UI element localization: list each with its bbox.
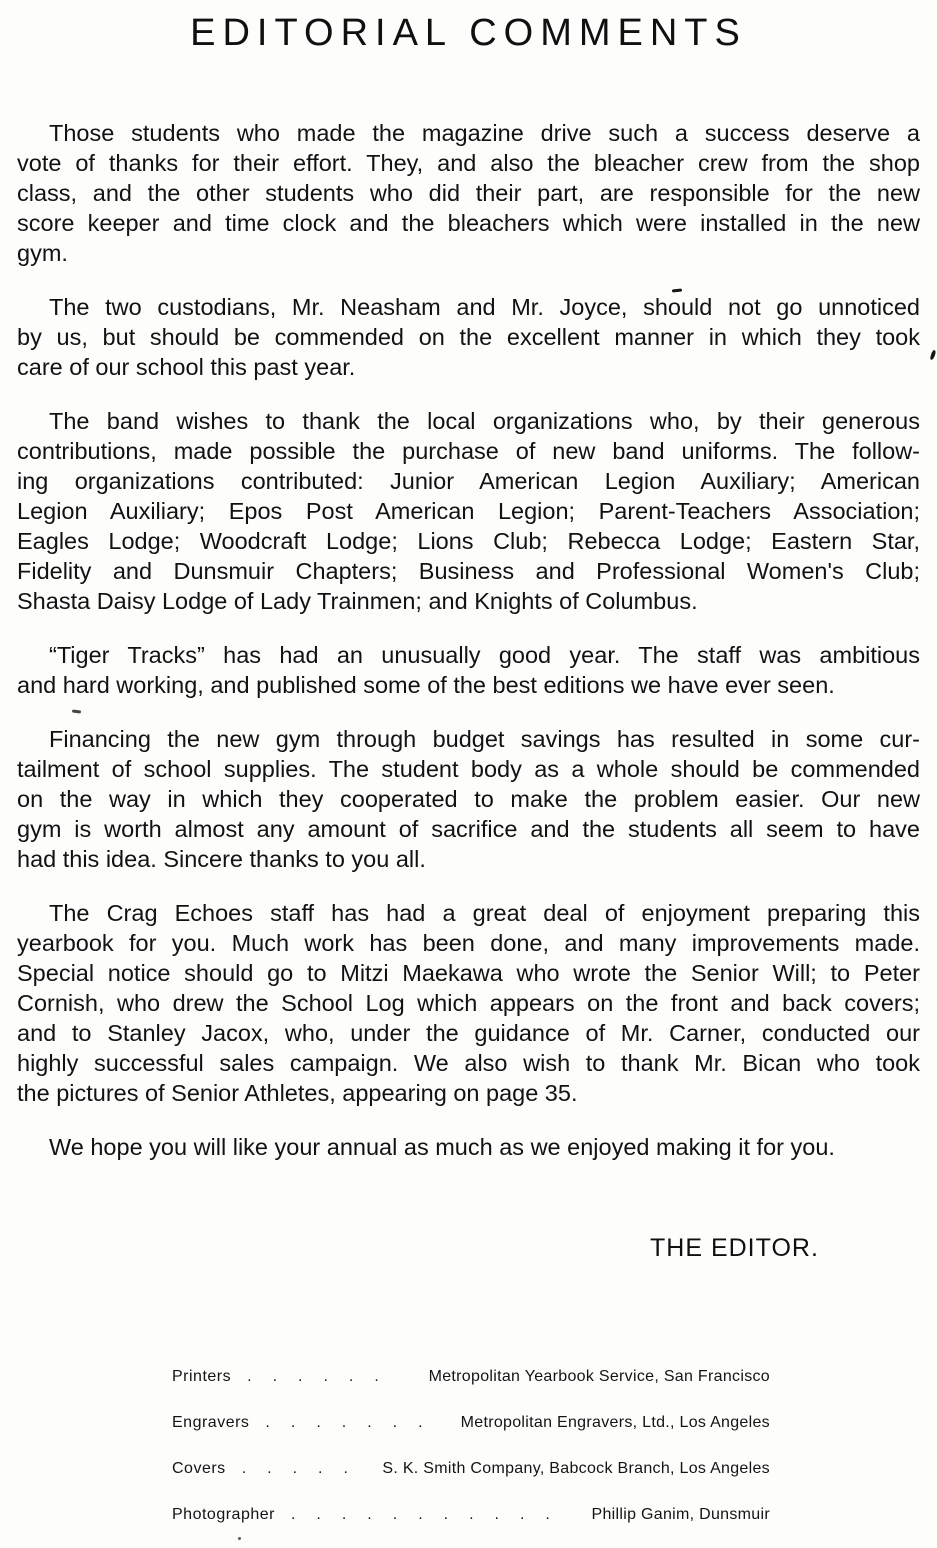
text-line: “Tiger Tracks” has had an unusually good year. The staff was ambitious — [49, 642, 920, 668]
paragraph-custodians — [17, 292, 920, 382]
text-line: tailment of school supplies. The student body as a whole should be commended — [17, 756, 920, 782]
editorial-body — [17, 118, 920, 1162]
credit-row-photographer — [172, 1506, 770, 1524]
text-line: Financing the new gym through budget savings has resulted in some cur- — [49, 726, 920, 752]
text-line: on the way in which they cooperated to make the problem easier. Our new — [17, 786, 920, 812]
credit-label: Engravers — [172, 1414, 250, 1431]
text-line: Cornish, who drew the School Log which appears on the front and back covers; — [17, 990, 920, 1016]
credit-row-engravers — [172, 1414, 770, 1432]
text-line: by us, but should be commended on the excellent manner in which they took — [17, 324, 920, 350]
text-line: care of our school this past year. — [17, 354, 356, 380]
text-line: gym is worth almost any amount of sacrifice and the students all seem to have — [17, 816, 920, 842]
text-line: and to Stanley Jacox, who, under the guidance of Mr. Carner, conducted our — [17, 1020, 920, 1046]
text-line: gym. — [17, 240, 68, 266]
text-line: We hope you will like your annual as much as we enjoyed making it for you. — [49, 1134, 835, 1160]
dot-leader: ........... — [290, 1506, 571, 1523]
text-line: Legion Auxiliary; Epos Post American Legion; Parent-Teachers Association; — [17, 498, 920, 524]
credit-row-covers — [172, 1460, 770, 1478]
text-line: The Crag Echoes staff has had a great deal of enjoyment preparing this — [49, 900, 920, 926]
page-title: EDITORIAL COMMENTS — [190, 12, 747, 54]
credit-value: S. K. Smith Company, Babcock Branch, Los Angeles — [382, 1460, 770, 1477]
paragraph-band-uniforms — [17, 406, 920, 616]
signature: THE EDITOR. — [650, 1234, 819, 1262]
paragraph-crag-echoes — [17, 898, 920, 1108]
text-line: class, and the other students who did their part, are responsible for the new — [17, 180, 920, 206]
text-line: score keeper and time clock and the bleachers which were installed in the new — [17, 210, 920, 236]
text-line: highly successful sales campaign. We also wish to thank Mr. Bican who took — [17, 1050, 920, 1076]
paragraph-closing-hope — [17, 1132, 920, 1162]
dot-leader: ..... — [241, 1460, 369, 1477]
text-line: Shasta Daisy Lodge of Lady Trainmen; and Knights of Columbus. — [17, 588, 698, 614]
text-line: ing organizations contributed: Junior American Legion Auxiliary; American — [17, 468, 920, 494]
text-line: the pictures of Senior Athletes, appearing on page 35. — [17, 1080, 578, 1106]
text-line: vote of thanks for their effort. They, and also the bleacher crew from the shop — [17, 150, 920, 176]
dot-leader: ...... — [247, 1368, 400, 1385]
text-line: Fidelity and Dunsmuir Chapters; Business and Professional Women's Club; — [17, 558, 920, 584]
paragraph-gym-financing — [17, 724, 920, 874]
text-line: The two custodians, Mr. Neasham and Mr. Joyce, should not go unnoticed — [49, 294, 920, 320]
text-line: Special notice should go to Mitzi Maekawa who wrote the Senior Will; to Peter — [17, 960, 920, 986]
text-line: yearbook for you. Much work has been done, and many improvements made. — [17, 930, 920, 956]
text-line: had this idea. Sincere thanks to you all. — [17, 846, 426, 872]
credit-value: Phillip Ganim, Dunsmuir — [591, 1506, 770, 1523]
credit-label: Photographer — [172, 1506, 275, 1523]
credit-label: Printers — [172, 1368, 232, 1385]
text-line: Eagles Lodge; Woodcraft Lodge; Lions Club; Rebecca Lodge; Eastern Star, — [17, 528, 920, 554]
credit-label: Covers — [172, 1460, 226, 1477]
text-line: Those students who made the magazine drive such a success deserve a — [49, 120, 920, 146]
scan-artifact-comma — [930, 350, 936, 361]
scan-artifact-dot — [238, 1537, 241, 1540]
paragraph-tiger-tracks — [17, 640, 920, 700]
text-line: contributions, made possible the purchase of new band uniforms. The follow- — [17, 438, 920, 464]
credit-value: Metropolitan Engravers, Ltd., Los Angeles — [460, 1414, 770, 1431]
credit-row-printers — [172, 1368, 770, 1386]
text-line: and hard working, and published some of the best editions we have ever seen. — [17, 672, 835, 698]
paragraph-magazine-drive — [17, 118, 920, 268]
text-line: The band wishes to thank the local organizations who, by their generous — [49, 408, 920, 434]
credit-value: Metropolitan Yearbook Service, San Francisco — [428, 1368, 770, 1385]
dot-leader: ....... — [265, 1414, 444, 1431]
credits-list — [172, 1368, 770, 1524]
